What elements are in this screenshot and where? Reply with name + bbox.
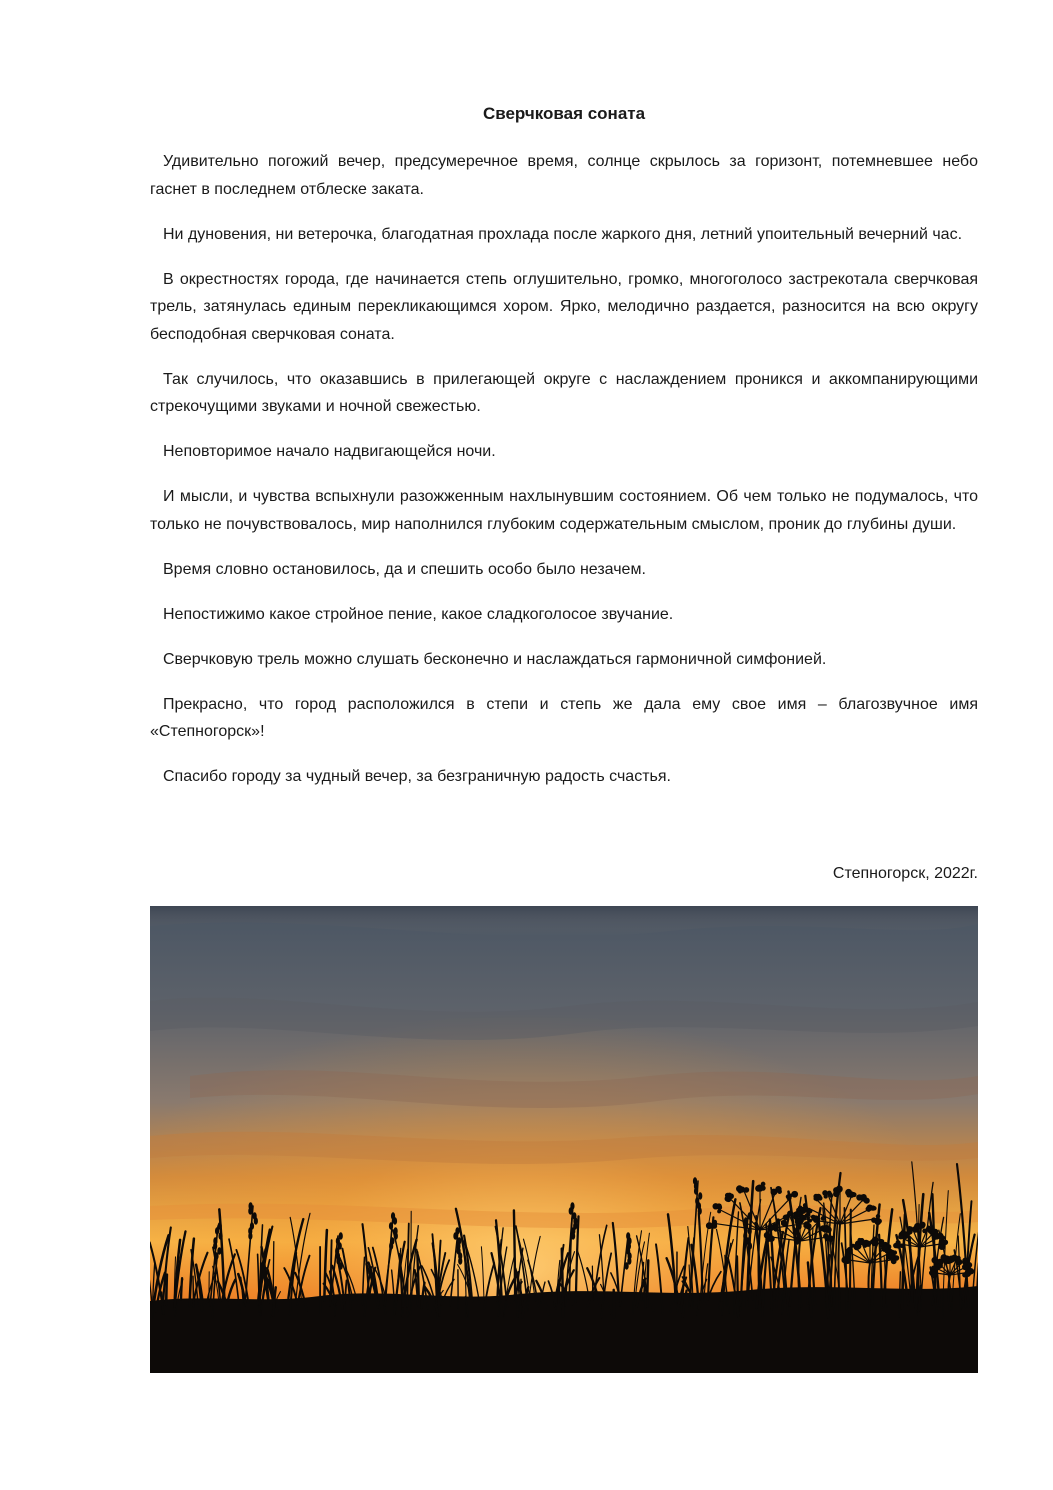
paragraph: Непостижимо какое стройное пение, какое сладкоголосое звучание. bbox=[163, 605, 674, 623]
paragraph: И мысли, и чувства вспыхнули разожженным нахлынувшим состоянием. Об чем только не подумалось, что только не почувствовалось, мир наполнился глубоким содержательным смыслом, проник до глубины души. bbox=[150, 488, 978, 533]
paragraph: Так случилось, что оказавшись в прилегающей округе с наслаждением проникся и аккомпанирующими стрекочущими звуками и ночной свежестью. bbox=[150, 370, 978, 415]
sunset-photo-image bbox=[150, 906, 978, 1373]
document-body bbox=[150, 148, 978, 808]
paragraph: Ни дуновения, ни ветерочка, благодатная прохлада после жаркого дня, летний упоительный вечерний час. bbox=[163, 225, 963, 243]
paragraph: Время словно остановилось, да и спешить особо было незачем. bbox=[163, 560, 646, 578]
paragraph: Удивительно погожий вечер, предсумеречное время, солнце скрылось за горизонт, потемневшее небо гаснет в последнем отблеске заката. bbox=[150, 153, 978, 198]
document-title: Сверчковая соната bbox=[482, 104, 646, 123]
signature-place-date: Степногорск, 2022г. bbox=[832, 865, 978, 882]
paragraph: Неповторимое начало надвигающейся ночи. bbox=[163, 443, 496, 460]
paragraph: Сверчковую трель можно слушать бесконечно и наслаждаться гармоничной симфонией. bbox=[163, 650, 827, 668]
paragraph: В окрестностях города, где начинается степь оглушительно, громко, многоголосо застрекотала сверчковая трель, затянулась единым перекликающимся хором. Ярко, мелодично раздается, разносится на всю округу бесподобная сверчковая соната. bbox=[150, 270, 978, 343]
paragraph: Прекрасно, что город расположился в степи и степь же дала ему свое имя – благозвучное имя «Степногорск»! bbox=[150, 695, 978, 740]
sunset-photo bbox=[150, 906, 978, 1373]
paragraph: Спасибо городу за чудный вечер, за безграничную радость счастья. bbox=[163, 768, 671, 785]
